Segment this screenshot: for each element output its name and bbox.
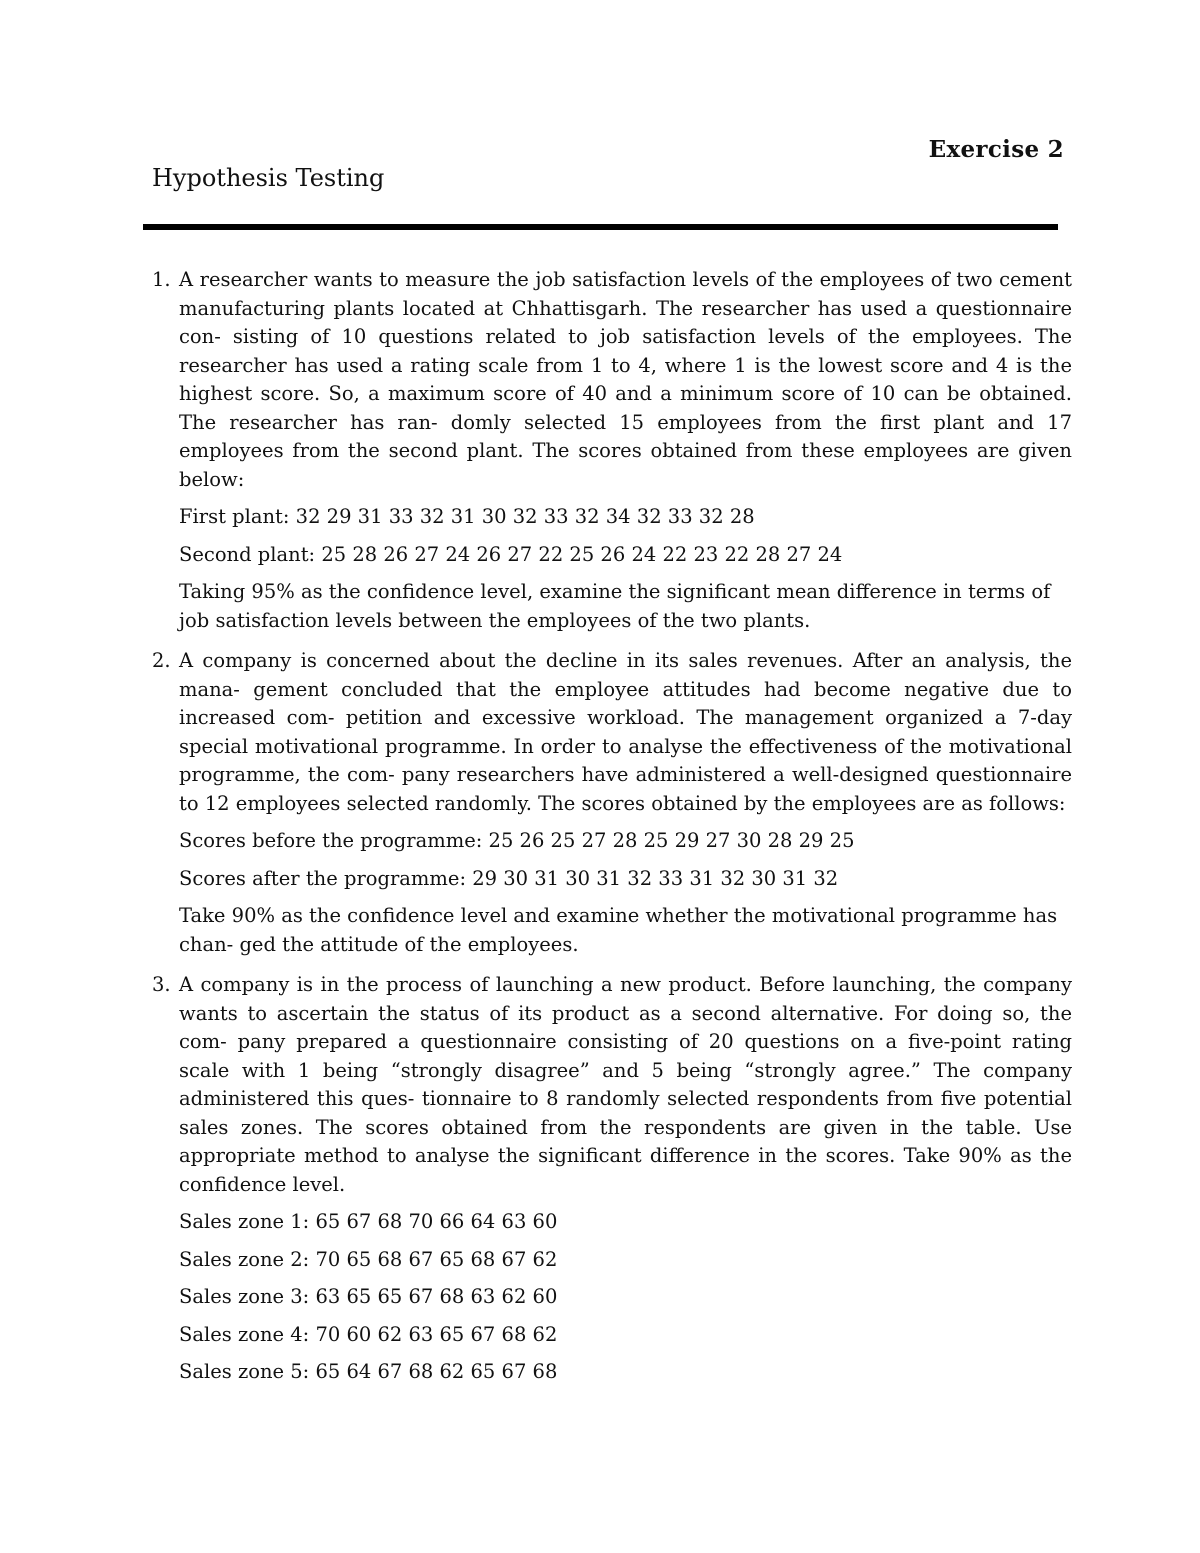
question-number: 1.: [152, 268, 171, 291]
data-line: [179, 1283, 1072, 1312]
question-text: A company is in the process of launching a new product. Before launching, the company wants to ascertain the status of its product as a second alternative. For doing so, the com- pany prepared a questionnaire consisting of 20 questions on a five-point rating scale with 1 being “strongly disagree” and 5 being “strongly agree.” The company administered this ques- tionnaire to 8 randomly selected respondents from five potential sales zones. The scores obtained from the respondents are given in the table. Use appropriate method to analyse the significant difference in the scores. Take 90% as the confidence level.: [179, 973, 1072, 1196]
question-instruction: Taking 95% as the confidence level, examine the significant mean difference in terms of job satisfaction levels between the employees of the two plants.: [179, 580, 1051, 632]
question-3: [152, 971, 1072, 1387]
title-divider: [143, 224, 1058, 230]
exercise-label: Exercise 2: [928, 136, 1064, 163]
data-values: 70 60 62 63 65 67 68 62: [315, 1322, 558, 1346]
data-label: Second plant:: [179, 542, 316, 566]
data-label: Scores after the programme:: [179, 866, 467, 890]
question-instruction: Take 90% as the confidence level and examine whether the motivational programme has chan- ged the attitude of the employees.: [179, 904, 1058, 956]
data-label: Sales zone 3:: [179, 1285, 310, 1308]
data-values: 65 67 68 70 66 64 63 60: [315, 1210, 558, 1233]
data-line: [179, 1208, 1072, 1237]
data-label: Sales zone 5:: [179, 1360, 310, 1383]
data-line: [179, 1321, 1072, 1350]
data-values: 25 28 26 27 24 26 27 22 25 26 24 22 23 22 28 27 24: [321, 542, 843, 566]
data-values: 25 26 25 27 28 25 29 27 30 28 29 25: [488, 829, 855, 852]
question-text: A company is concerned about the decline in its sales revenues. After an analysis, the mana- gement concluded that the employee attitudes had become negative due to increased com- petition and excessive workload. The management organized a 7-day special motivational programme. In order to analyse the effectiveness of the motivational programme, the com- pany researchers have administered a well-designed questionnaire to 12 employees selected randomly. The scores obtained by the employees are as follows:: [179, 649, 1072, 815]
data-label: Sales zone 4:: [179, 1322, 310, 1346]
page-title: Hypothesis Testing: [152, 164, 385, 192]
data-values: 29 30 31 30 31 32 33 31 32 30 31 32: [472, 866, 839, 890]
data-label: Sales zone 1:: [179, 1210, 310, 1233]
question-text: A researcher wants to measure the job satisfaction levels of the employees of two cement manufacturing plants located at Chhattisgarh. The researcher has used a questionnaire con- sisting of 10 questions related to job satisfaction levels of the employees. The researcher has used a rating scale from 1 to 4, where 1 is the lowest score and 4 is the highest score. So, a maximum score of 40 and a minimum score of 10 can be obtained. The researcher has ran- domly selected 15 employees from the first plant and 17 employees from the second plant. The scores obtained from these employees are given below:: [179, 268, 1072, 491]
data-line: [179, 865, 1072, 894]
question-1: [152, 266, 1072, 635]
data-line: [179, 1246, 1072, 1275]
data-label: First plant:: [179, 505, 290, 528]
data-label: Scores before the programme:: [179, 829, 483, 852]
question-number: 3.: [152, 973, 171, 996]
data-line: [179, 1358, 1072, 1387]
data-values: 32 29 31 33 32 31 30 32 33 32 34 32 33 32 28: [295, 505, 755, 528]
data-line: [179, 503, 1072, 532]
data-values: 63 65 65 67 68 63 62 60: [315, 1285, 558, 1308]
question-number: 2.: [152, 649, 171, 672]
question-list: [152, 266, 1072, 1399]
data-values: 65 64 67 68 62 65 67 68: [315, 1360, 558, 1383]
data-values: 70 65 68 67 65 68 67 62: [315, 1247, 558, 1271]
data-line: [179, 541, 1072, 570]
question-2: [152, 647, 1072, 959]
data-label: Sales zone 2:: [179, 1247, 310, 1271]
data-line: [179, 827, 1072, 856]
